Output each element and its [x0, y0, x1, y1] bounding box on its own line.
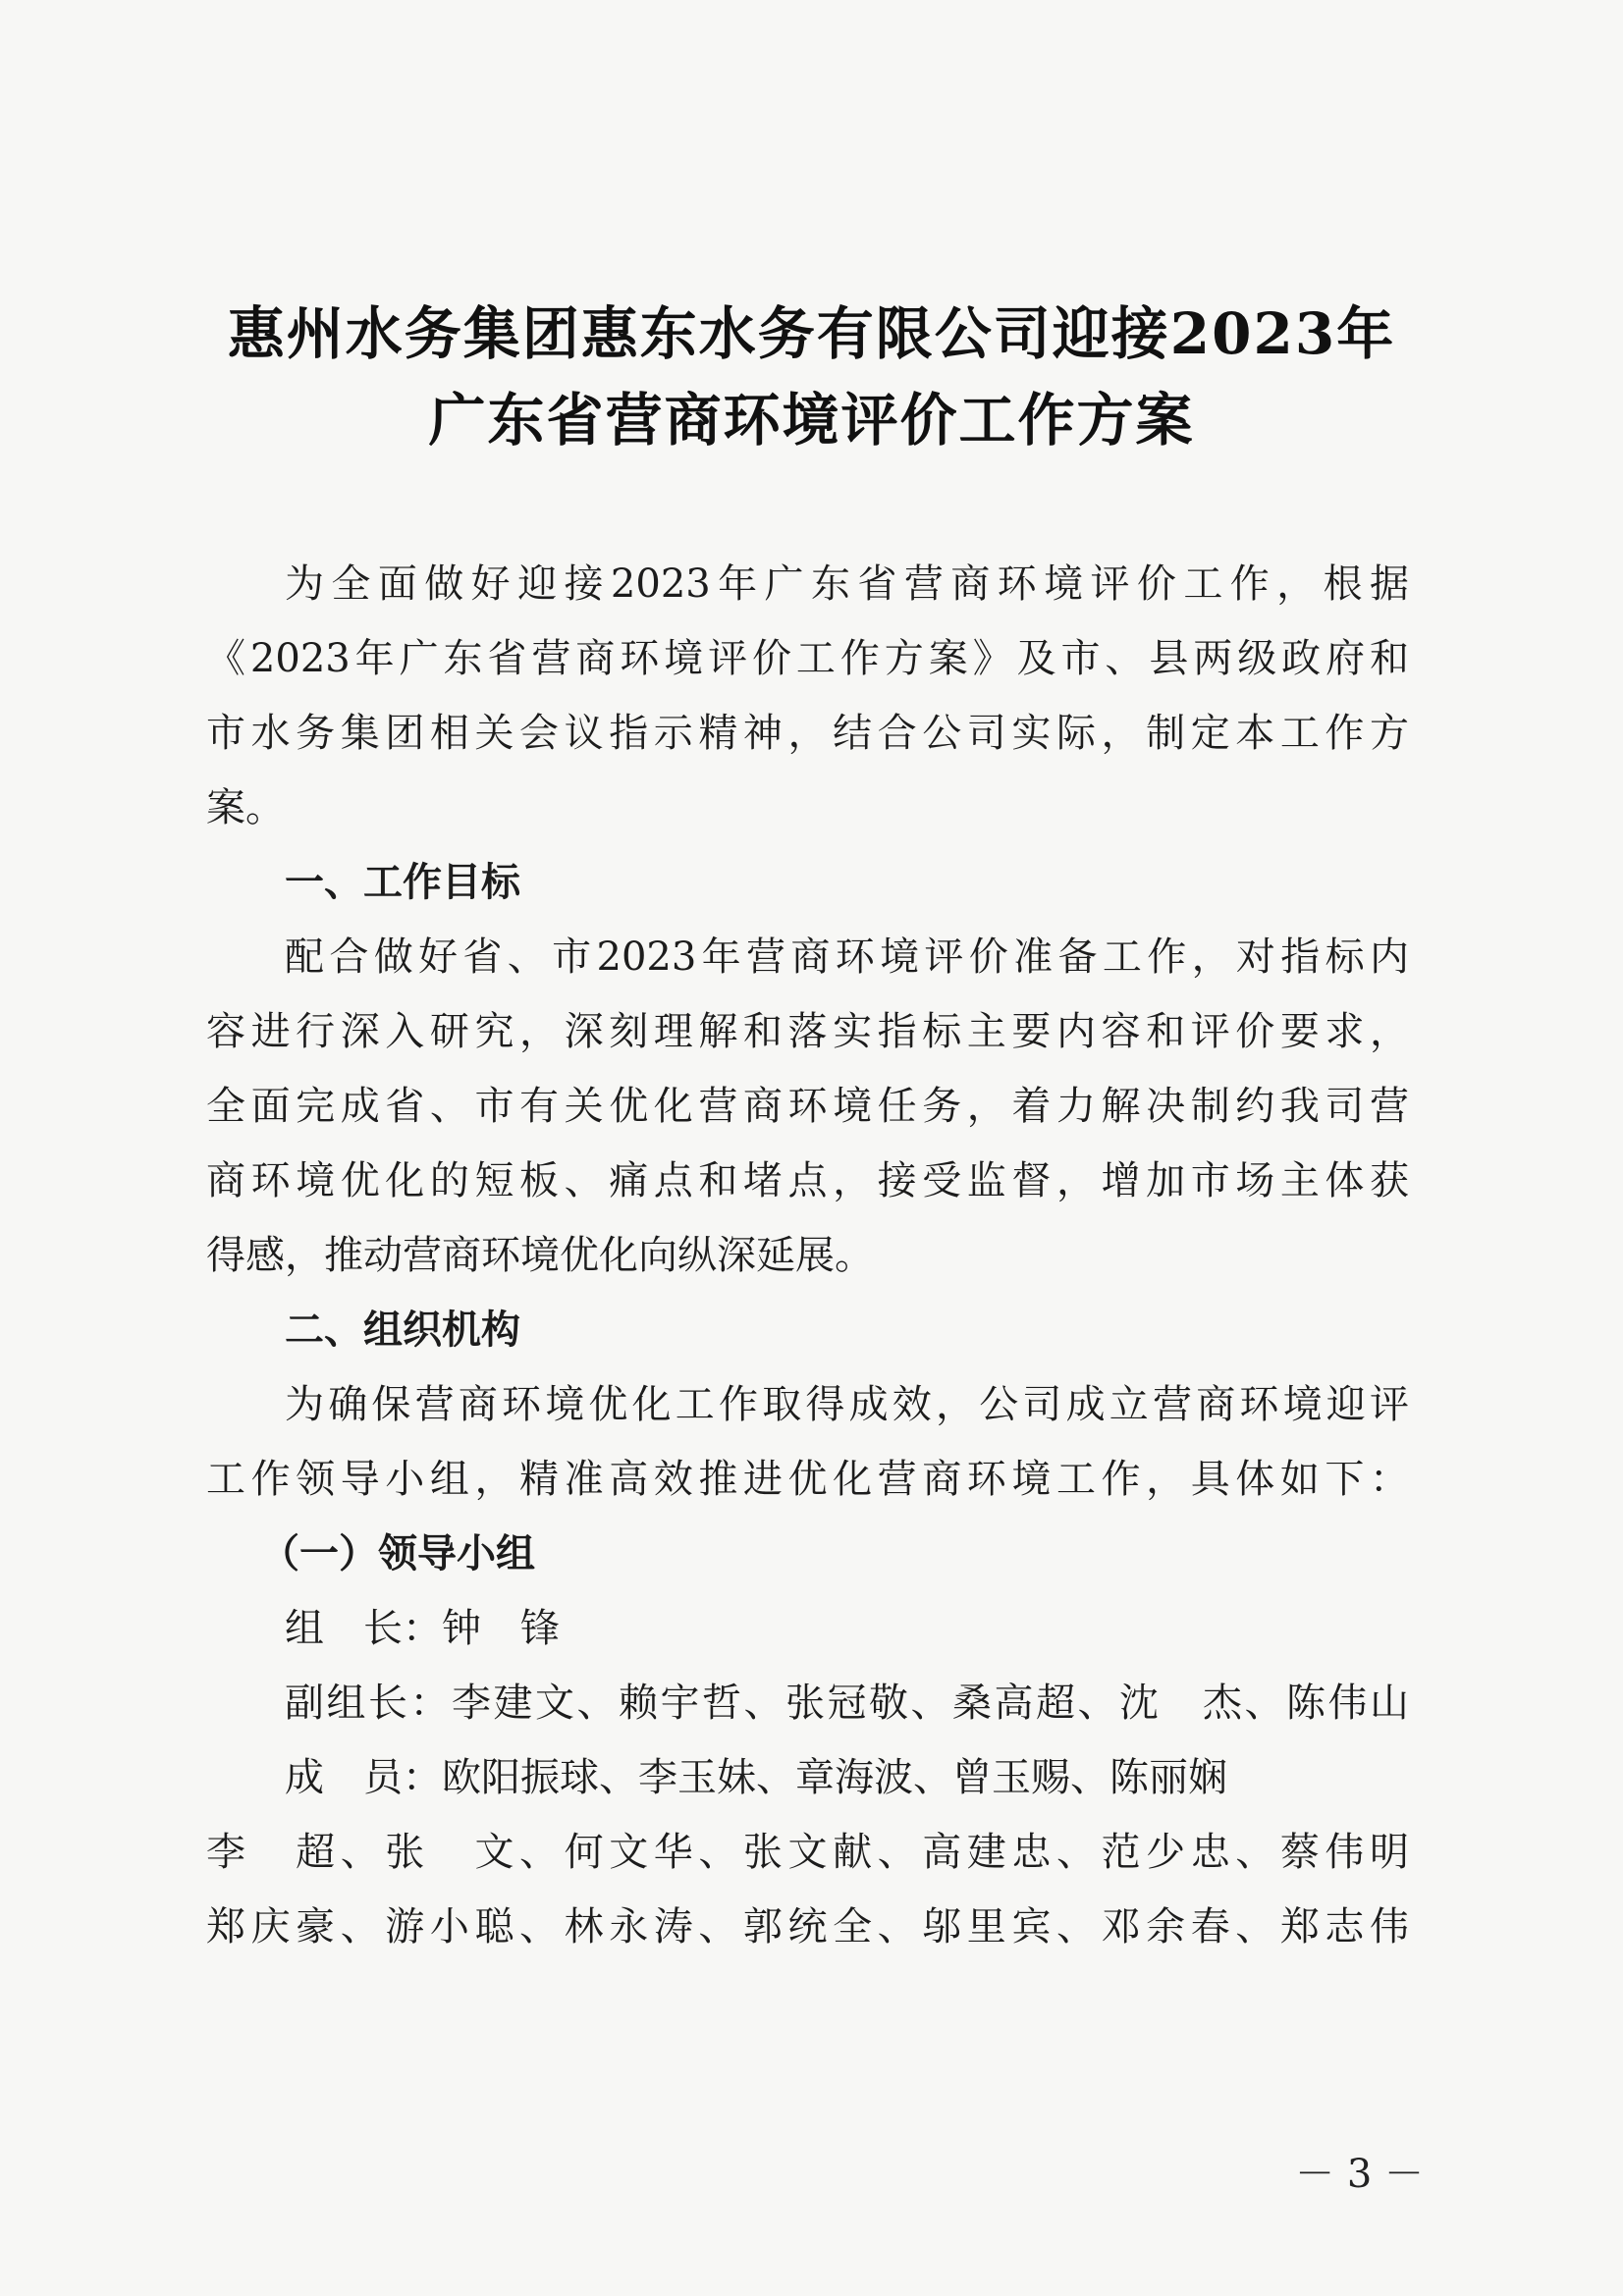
intro-line-3: 市水务集团相关会议指示精神，结合公司实际，制定本工作方: [206, 711, 1409, 756]
subsection-heading-leadership: （一）领导小组: [260, 1531, 535, 1576]
section1-line-4: 商环境优化的短板、痛点和堵点，接受监督，增加市场主体获: [206, 1158, 1409, 1203]
intro-line-1: 为全面做好迎接2023年广东省营商环境评价工作，根据: [285, 561, 1409, 607]
section2-line-2: 工作领导小组，精准高效推进优化营商环境工作，具体如下：: [206, 1457, 1409, 1502]
leader-line: 组 长：钟 锋: [285, 1606, 560, 1651]
document-title-line-1: 惠州水务集团惠东水务有限公司迎接2023年: [227, 300, 1396, 367]
members-line-3: 郑庆豪、游小聪、林永涛、郭统全、邬里宾、邓余春、郑志伟: [206, 1904, 1409, 1949]
document-title-line-2: 广东省营商环境评价工作方案: [428, 387, 1195, 454]
section-heading-goals: 一、工作目标: [285, 860, 520, 905]
page-number: － 3 －: [1295, 2152, 1424, 2197]
section1-line-2: 容进行深入研究，深刻理解和落实指标主要内容和评价要求，: [206, 1009, 1409, 1054]
deputy-leaders-line: 副组长：李建文、赖宇哲、张冠敬、桑高超、沈 杰、陈伟山: [285, 1681, 1409, 1726]
members-line-2: 李 超、张 文、何文华、张文献、高建忠、范少忠、蔡伟明: [206, 1830, 1409, 1875]
section2-line-1: 为确保营商环境优化工作取得成效，公司成立营商环境迎评: [285, 1382, 1409, 1427]
section1-line-1: 配合做好省、市2023年营商环境评价准备工作，对指标内: [285, 934, 1409, 980]
intro-line-2: 《2023年广东省营商环境评价工作方案》及市、县两级政府和: [206, 636, 1409, 681]
intro-line-4: 案。: [206, 785, 285, 830]
section1-line-3: 全面完成省、市有关优化营商环境任务，着力解决制约我司营: [206, 1084, 1409, 1129]
section-heading-organization: 二、组织机构: [285, 1308, 520, 1353]
section1-line-5: 得感，推动营商环境优化向纵深延展。: [206, 1233, 874, 1278]
members-line-1: 成 员：欧阳振球、李玉妹、章海波、曾玉赐、陈丽娴: [285, 1755, 1227, 1800]
